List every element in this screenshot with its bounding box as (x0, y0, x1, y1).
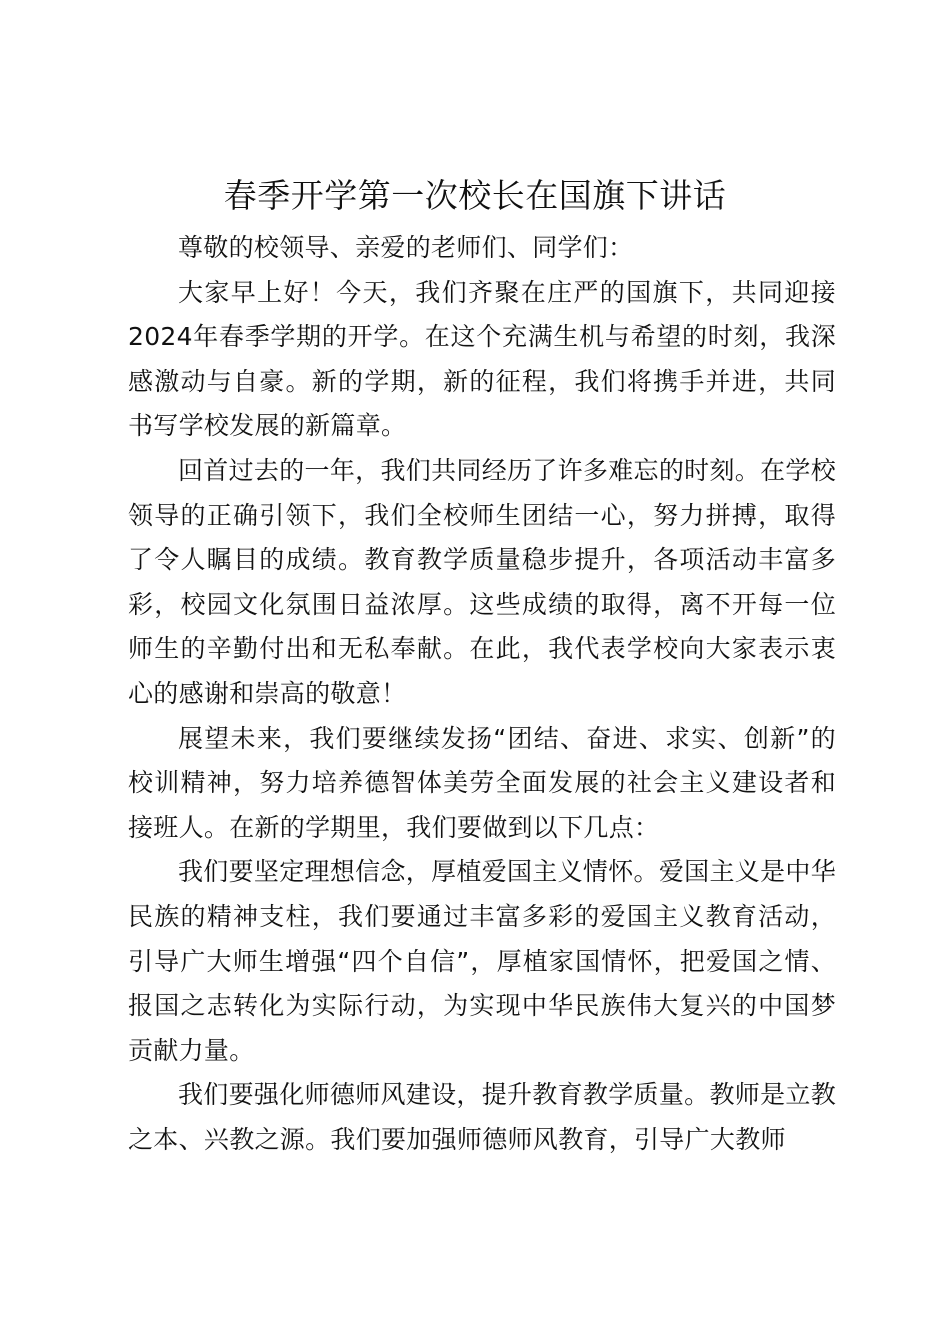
body-paragraph: 大家早上好！今天，我们齐聚在庄严的国旗下，共同迎接2024年春季学期的开学。在这个充满生机与希望的时刻，我深感激动与自豪。新的学期，新的征程，我们将携手并进，共同书写学校发展的新篇章。 (128, 277, 836, 441)
greeting-paragraph: 尊敬的校领导、亲爱的老师们、同学们： (178, 233, 634, 262)
document-body (128, 226, 836, 1162)
body-paragraph: 回首过去的一年，我们共同经历了许多难忘的时刻。在学校领导的正确引领下，我们全校师生团结一心，努力拼搏，取得了令人瞩目的成绩。教育教学质量稳步提升，各项活动丰富多彩，校园文化氛围日益浓厚。这些成绩的取得，离不开每一位师生的辛勤付出和无私奉献。在此，我代表学校向大家表示衷心的感谢和崇高的敬意！ (128, 455, 836, 708)
body-paragraph: 我们要强化师德师风建设，提升教育教学质量。教师是立教之本、兴教之源。我们要加强师德师风教育，引导广大教师 (128, 1080, 836, 1154)
body-paragraph: 展望未来，我们要继续发扬“团结、奋进、求实、创新”的校训精神，努力培养德智体美劳全面发展的社会主义建设者和接班人。在新的学期里，我们要做到以下几点： (128, 723, 836, 842)
document-title: 春季开学第一次校长在国旗下讲话 (223, 176, 727, 215)
body-paragraph: 我们要坚定理想信念，厚植爱国主义情怀。爱国主义是中华民族的精神支柱，我们要通过丰富多彩的爱国主义教育活动，引导广大师生增强“四个自信”，厚植家国情怀，把爱国之情、报国之志转化为实际行动，为实现中华民族伟大复兴的中国梦贡献力量。 (128, 857, 836, 1065)
